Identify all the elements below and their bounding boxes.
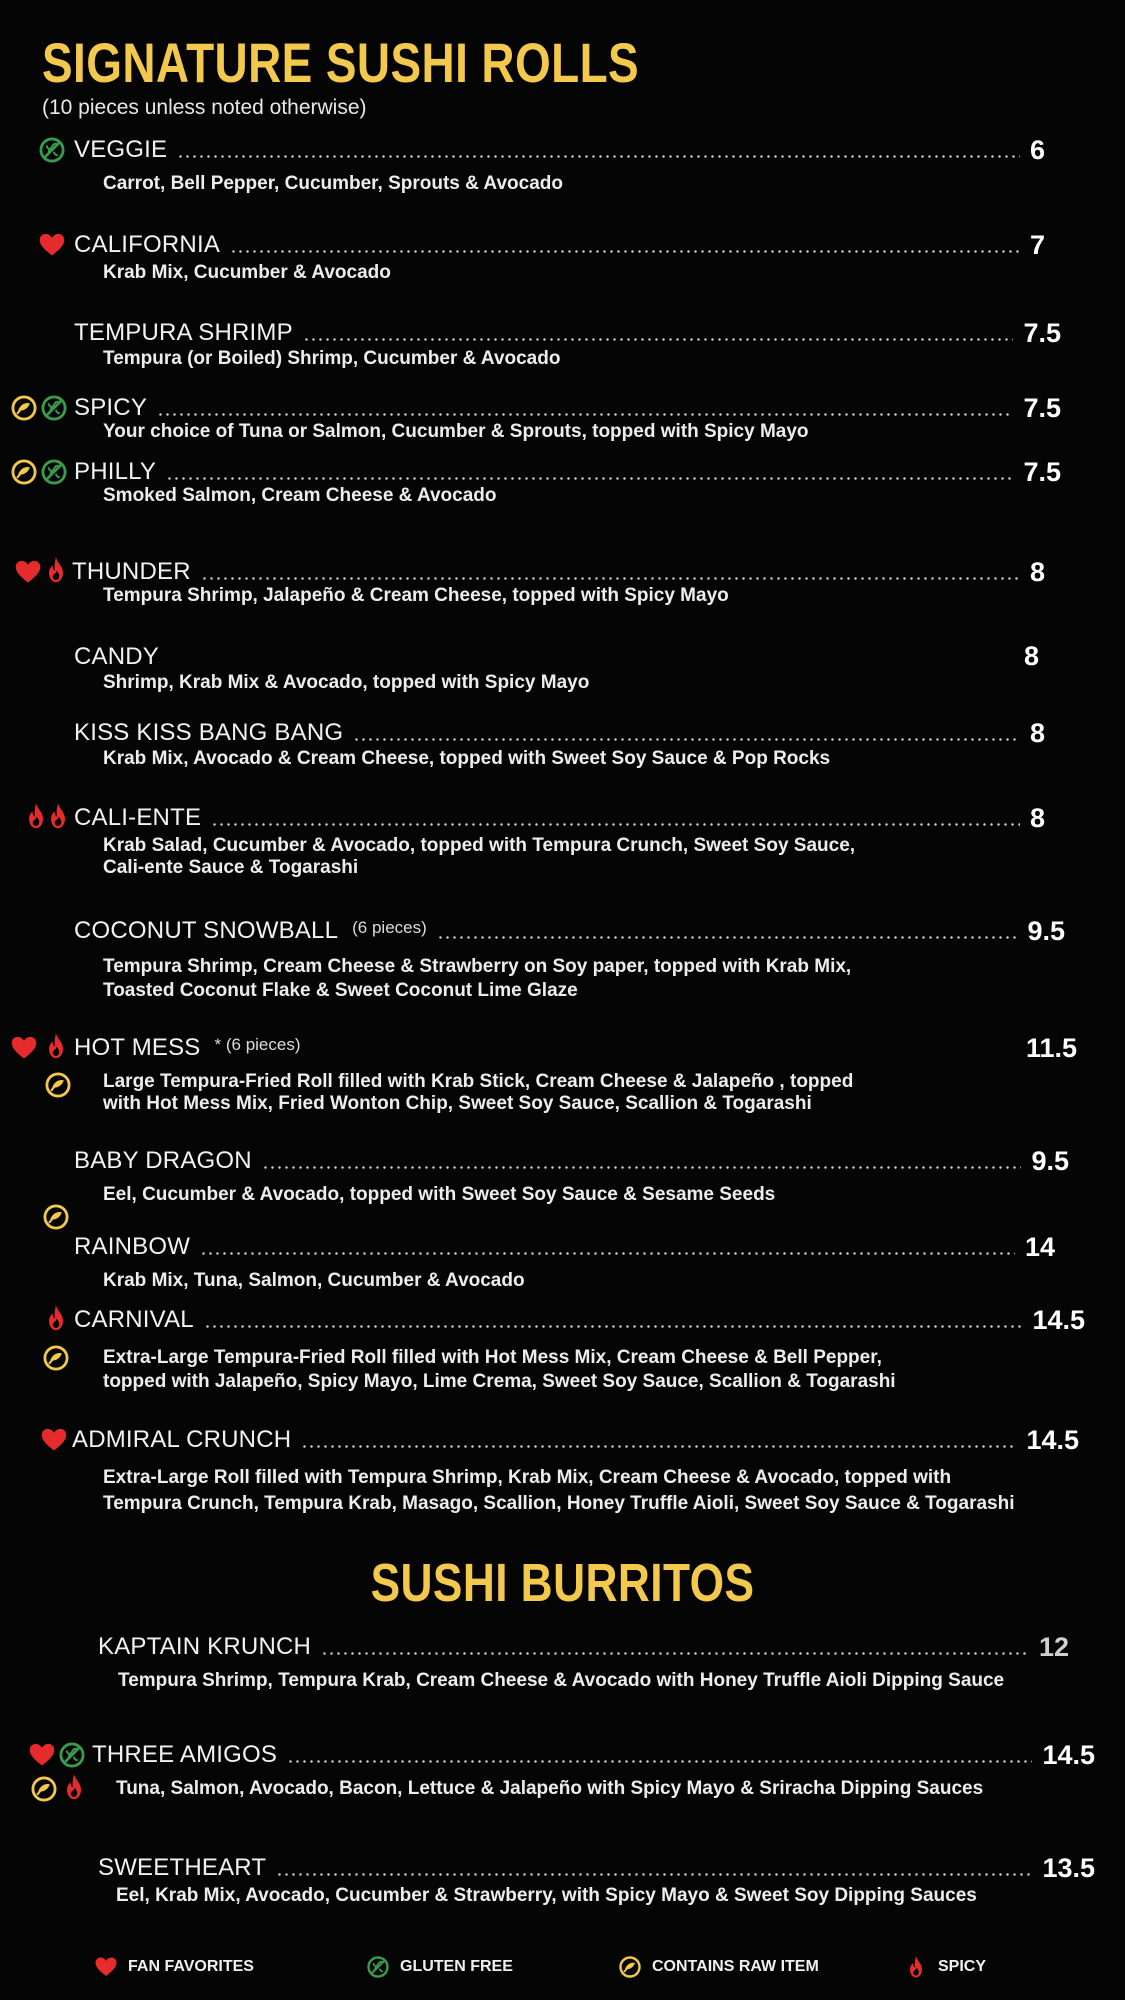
item-price: 9.5	[1031, 1145, 1069, 1176]
item-note: * (6 pieces)	[214, 1035, 301, 1054]
item-price: 14.5	[1032, 1304, 1085, 1335]
item-name: PHILLY	[74, 458, 157, 485]
item-price: 7.5	[1023, 317, 1061, 348]
legend-spicy	[904, 1955, 986, 1979]
item-price: 13.5	[1042, 1852, 1095, 1883]
raw-item-icon	[10, 394, 38, 422]
item-description: Eel, Cucumber & Avocado, topped with Sweet Soy Sauce & Sesame Seeds	[103, 1184, 776, 1205]
item-description: Your choice of Tuna or Salmon, Cucumber & Sprouts, topped with Spicy Mayo	[103, 421, 809, 442]
legend-contains-raw	[618, 1955, 819, 1979]
flame-icon	[42, 1032, 70, 1060]
item-price: 8	[1029, 556, 1045, 587]
menu-item-thunder	[0, 552, 1125, 606]
item-description: Extra-Large Roll filled with Tempura Shrimp, Krab Mix, Cream Cheese & Avocado, topped with	[103, 1467, 952, 1488]
raw-item-icon	[42, 1203, 70, 1231]
item-description: Extra-Large Tempura-Fried Roll filled with Hot Mess Mix, Cream Cheese & Bell Pepper,	[103, 1347, 882, 1368]
menu-item-sweetheart	[0, 1848, 1125, 1906]
flame-icon	[44, 802, 72, 830]
item-description: Krab Mix, Avocado & Cream Cheese, topped with Sweet Soy Sauce & Pop Rocks	[103, 748, 831, 769]
dot-leader	[303, 338, 1014, 341]
dot-leader	[287, 1760, 1032, 1763]
flame-icon	[60, 1773, 88, 1801]
item-name: BABY DRAGON	[74, 1147, 252, 1174]
item-description: Krab Salad, Cucumber & Avocado, topped with Tempura Crunch, Sweet Soy Sauce,	[103, 835, 856, 856]
dot-leader	[437, 936, 1018, 939]
raw-item-icon	[44, 1071, 72, 1099]
item-price: 6	[1029, 134, 1045, 165]
legend-fan-favorites	[94, 1955, 254, 1979]
item-price: 12	[1038, 1631, 1069, 1662]
item-price: 7	[1029, 229, 1045, 260]
menu-item-coconut-snowball	[0, 911, 1125, 1001]
legend-label: FAN FAVORITES	[128, 1958, 254, 1975]
heart-icon	[28, 1741, 56, 1769]
legend-label: GLUTEN FREE	[400, 1958, 513, 1975]
dot-leader	[321, 1652, 1029, 1655]
gluten-free-icon	[58, 1741, 86, 1769]
menu-item-kaptain-krunch	[0, 1627, 1125, 1691]
item-name: SWEETHEART	[98, 1854, 267, 1881]
item-price: 14.5	[1026, 1424, 1079, 1455]
item-note: (6 pieces)	[352, 918, 427, 937]
legend-gluten-free	[366, 1955, 513, 1979]
menu-item-tempura-shrimp	[0, 313, 1125, 369]
flame-icon	[42, 1304, 70, 1332]
menu-item-hot-mess	[0, 1028, 1125, 1114]
menu-item-baby-dragon	[0, 1141, 1125, 1205]
item-name: CALI-ENTE	[74, 804, 202, 831]
legend-label: CONTAINS RAW ITEM	[652, 1958, 819, 1975]
item-name: ADMIRAL CRUNCH	[72, 1426, 292, 1453]
item-name: KISS KISS BANG BANG	[74, 719, 344, 746]
section-subtitle: (10 pieces unless noted otherwise)	[42, 96, 367, 119]
dot-leader	[166, 477, 1013, 480]
dot-leader	[201, 577, 1020, 580]
item-description: Tempura Shrimp, Cream Cheese & Strawberry on Soy paper, topped with Krab Mix,	[103, 956, 852, 977]
item-description: Tuna, Salmon, Avocado, Bacon, Lettuce & Jalapeño with Spicy Mayo & Sriracha Dipping Sauces	[116, 1778, 984, 1799]
section-title-signature-rolls: SIGNATURE SUSHI ROLLS	[42, 31, 640, 94]
item-name: TEMPURA SHRIMP	[74, 319, 293, 346]
item-price: 11.5	[1025, 1032, 1077, 1063]
menu-item-candy	[0, 637, 1125, 693]
item-price: 14	[1024, 1231, 1055, 1262]
dot-leader	[177, 155, 1020, 158]
item-name: RAINBOW	[74, 1233, 191, 1260]
raw-item-icon	[618, 1955, 642, 1979]
raw-item-icon	[10, 458, 38, 486]
item-description: Krab Mix, Tuna, Salmon, Cucumber & Avocado	[103, 1270, 525, 1291]
dot-leader	[262, 1166, 1022, 1169]
item-name: THUNDER	[72, 558, 191, 585]
item-description: Tempura Shrimp, Jalapeño & Cream Cheese, topped with Spicy Mayo	[103, 585, 729, 606]
gluten-free-icon	[366, 1955, 390, 1979]
item-price: 8	[1024, 641, 1040, 671]
legend	[0, 1955, 1125, 1985]
flame-icon	[42, 556, 70, 584]
raw-item-icon	[30, 1775, 58, 1803]
item-price: 7.5	[1023, 392, 1061, 423]
item-name: CALIFORNIA	[74, 231, 221, 258]
item-description-line-2: with Hot Mess Mix, Fried Wonton Chip, Sweet Soy Sauce, Scallion & Togarashi	[103, 1093, 812, 1114]
item-description: Large Tempura-Fried Roll filled with Krab Stick, Cream Cheese & Jalapeño , topped	[103, 1071, 854, 1092]
heart-icon	[14, 558, 42, 586]
menu-item-california	[0, 225, 1125, 283]
menu-item-veggie	[0, 130, 1125, 194]
item-description: Eel, Krab Mix, Avocado, Cucumber & Strawberry, with Spicy Mayo & Sweet Soy Dipping Sauces	[116, 1885, 977, 1906]
item-name: CARNIVAL	[74, 1306, 194, 1333]
item-price: 7.5	[1023, 456, 1061, 487]
item-price: 8	[1029, 717, 1045, 748]
menu-item-three-amigos	[0, 1735, 1125, 1799]
item-description: Krab Mix, Cucumber & Avocado	[103, 262, 391, 283]
item-name: SPICY	[74, 394, 148, 421]
dot-leader	[200, 1252, 1015, 1255]
raw-item-icon	[42, 1344, 70, 1372]
flame-icon	[904, 1955, 928, 1979]
gluten-free-icon	[40, 458, 68, 486]
item-description: Smoked Salmon, Cream Cheese & Avocado	[103, 485, 497, 506]
menu-item-rainbow	[0, 1227, 1125, 1291]
item-description-line-2: Tempura Crunch, Tempura Krab, Masago, Scallion, Honey Truffle Aioli, Sweet Soy Sauce & Togarashi	[103, 1493, 1015, 1514]
item-name: THREE AMIGOS	[92, 1741, 278, 1768]
section-title-sushi-burritos: SUSHI BURRITOS	[370, 1553, 755, 1613]
item-name: HOT MESS	[74, 1034, 201, 1061]
item-description: Carrot, Bell Pepper, Cucumber, Sprouts & Avocado	[103, 173, 563, 194]
item-name: COCONUT SNOWBALL	[74, 917, 339, 944]
item-price: 14.5	[1042, 1739, 1095, 1770]
item-description-line-2: topped with Jalapeño, Spicy Mayo, Lime Crema, Sweet Soy Sauce, Scallion & Togarashi	[103, 1371, 896, 1392]
item-description-line-2: Cali-ente Sauce & Togarashi	[103, 857, 359, 878]
dot-leader	[157, 413, 1013, 416]
item-name: CANDY	[74, 643, 160, 670]
heart-icon	[94, 1955, 118, 1979]
dot-leader	[301, 1445, 1016, 1448]
gluten-free-icon	[40, 394, 68, 422]
dot-leader	[276, 1873, 1032, 1876]
item-price: 9.5	[1027, 915, 1065, 946]
menu-item-spicy	[0, 388, 1125, 442]
item-description: Tempura (or Boiled) Shrimp, Cucumber & Avocado	[103, 348, 561, 369]
heart-icon	[40, 1426, 68, 1454]
gluten-free-icon	[38, 136, 66, 164]
item-description-line-2: Toasted Coconut Flake & Sweet Coconut Lime Glaze	[103, 980, 578, 1001]
menu-item-cali-ente	[0, 798, 1125, 878]
menu-item-philly	[0, 452, 1125, 506]
menu-item-admiral-crunch	[0, 1420, 1125, 1514]
dot-leader	[211, 823, 1020, 826]
dot-leader	[230, 250, 1020, 253]
item-price: 8	[1029, 802, 1045, 833]
item-name: VEGGIE	[74, 136, 168, 163]
heart-icon	[38, 231, 66, 259]
dot-leader	[204, 1325, 1023, 1328]
menu-item-carnival	[0, 1300, 1125, 1392]
legend-label: SPICY	[938, 1958, 987, 1975]
heart-icon	[10, 1034, 38, 1062]
dot-leader	[353, 738, 1020, 741]
menu-item-kiss-kiss-bang-bang	[0, 713, 1125, 769]
item-name: KAPTAIN KRUNCH	[98, 1633, 312, 1660]
item-description: Tempura Shrimp, Tempura Krab, Cream Cheese & Avocado with Honey Truffle Aioli Dipping Sauce	[118, 1670, 1005, 1691]
item-description: Shrimp, Krab Mix & Avocado, topped with Spicy Mayo	[103, 672, 590, 693]
